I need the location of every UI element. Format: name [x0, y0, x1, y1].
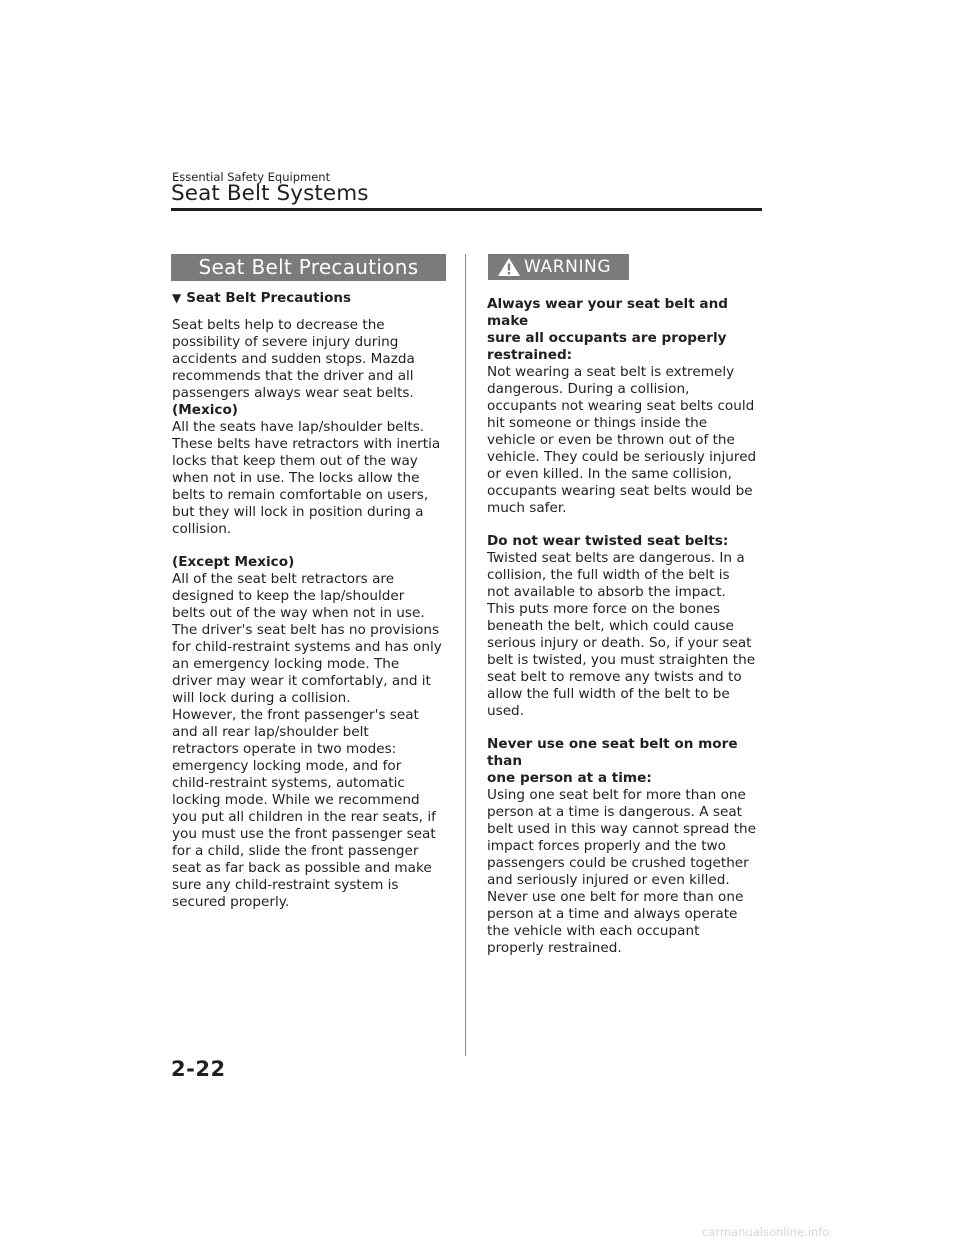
chapter-title: Seat Belt Systems: [171, 181, 369, 206]
warning-block-twisted: Do not wear twisted seat belts: Twisted seat belts are dangerous. In a collision, the full width of the belt is not available to absorb the impact. This puts more force on the bones beneath the belt, which could cause serious injury or death. So, if your seat belt is twisted, you must straighten the seat belt to remove any twists and to allow the full width of the belt to be used.: [487, 533, 756, 719]
section-label: Essential Safety Equipment: [172, 170, 331, 184]
subheading: [172, 290, 351, 306]
mexico-label: (Mexico): [172, 402, 238, 418]
footer-watermark: carmanualsonline.info: [702, 1225, 830, 1239]
warning-block-seatbelt: Always wear your seat belt and make sure all occupants are properly restrained: Not wearing a seat belt is extremely dangerous. During a collision, occupants not wearing seat belts could hit someone or things inside the vehicle or even be thrown out of the vehicle. They could be seriously injured or even killed. In the same collision, occupants wearing seat belts would be much safer.: [487, 296, 757, 516]
subheading-text: Seat Belt Precautions: [186, 290, 352, 306]
intro-text: Seat belts help to decrease the possibility of severe injury during accidents and sudden stops. Mazda recommends that the driver and all passengers always wear seat belts.: [172, 317, 415, 401]
section-heading: Seat Belt Precautions: [171, 254, 446, 281]
warning-block-one-person: Never use one seat belt on more than one person at a time: Using one seat belt for more than one person at a time is dangerous. A seat belt used in this way cannot spread the impact forces properly and the two passengers could be crushed together and seriously injured or even killed. Never use one belt for more than one person at a time and always operate the vehicle with each occupant properly restrained.: [487, 736, 757, 956]
except-mexico-text: All of the seat belt retractors are designed to keep the lap/shoulder belts out of the way when not in use. The driver's seat belt has no provisions for child-restraint systems and has only an emergency locking mode. The driver may wear it comfortably, and it will lock during a collision. However, the front passenger's seat and all rear lap/shoulder belt retractors operate in two modes: emergency locking mode, and for child-restraint systems, automatic locking mode. While we recommend you put all children in the rear seats, if you must use the front passenger seat for a child, slide the front passenger seat as far back as possible and make sure any child-restraint system is secured properly.: [172, 571, 442, 910]
warning-content: [487, 296, 762, 957]
title-rule: [171, 208, 762, 211]
mexico-text: All the seats have lap/shoulder belts. These belts have retractors with inertia locks that keep them out of the way when not in use. The locks allow the belts to remain comfortable on users, but they will lock in position during a collision.: [172, 419, 441, 537]
page-number: 2-22: [171, 1057, 226, 1081]
warning-label: WARNING: [524, 257, 612, 277]
except-mexico-label: (Except Mexico): [172, 554, 295, 570]
warning-triangle-icon: [497, 257, 521, 277]
triangle-down-icon: ▼: [172, 291, 182, 305]
warning-banner: [488, 254, 629, 280]
left-column: [172, 317, 444, 911]
column-divider: [465, 254, 466, 1056]
